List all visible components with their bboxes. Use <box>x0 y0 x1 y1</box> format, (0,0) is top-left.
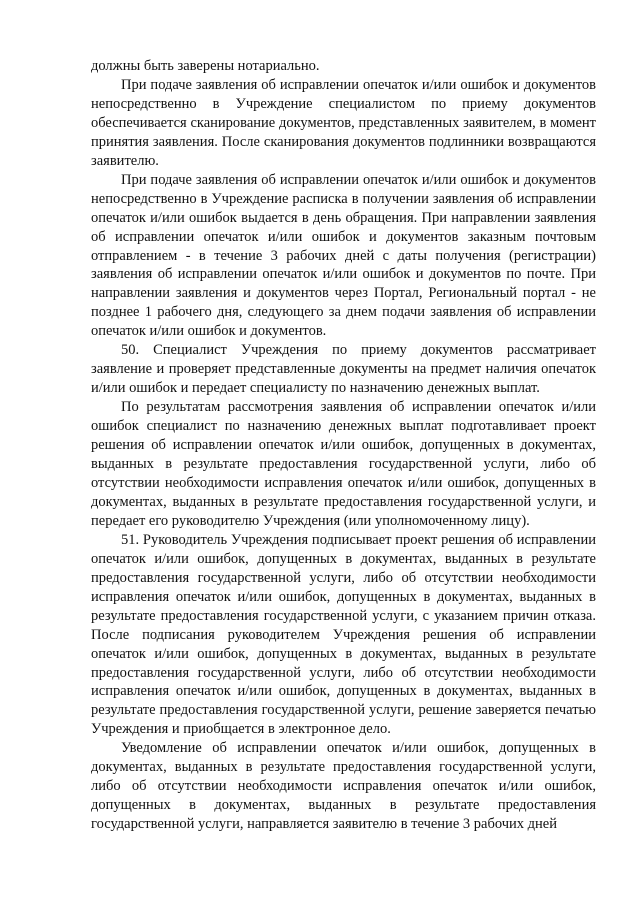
paragraph-receipt: При подаче заявления об исправлении опечаток и/или ошибок и документов непосредственно в Учреждение расписка в получении заявления об исправлении опечаток и/или ошибок выдается в день обращения. При направлении заявления об исправлении опечаток и/или ошибок и документов заказным почтовым отправлением - в течение 3 рабочих дней с даты получения (регистрации) заявления об исправлении опечаток и/или ошибок и документов по почте. При направлении заявления и документов через Портал, Региональный портал - не позднее 1 рабочего дня, следующего за днем подачи заявления об исправлении опечаток и/или ошибок и документов. <box>91 171 596 340</box>
paragraph-notification: Уведомление об исправлении опечаток и/или ошибок, допущенных в документах, выданных в результате предоставления государственной услуги, либо об отсутствии необходимости исправления опечаток и/или ошибок, допущенных в документах, выданных в результате предоставления государственной услуги, направляется заявителю в течение 3 рабочих дней <box>91 740 596 833</box>
document-page <box>91 57 596 834</box>
paragraph-continuation: должны быть заверены нотариально. <box>91 58 320 74</box>
paragraph-item-50: 50. Специалист Учреждения по приему документов рассматривает заявление и проверяет представленные документы на предмет наличия опечаток и/или ошибок и передает специалисту по назначению денежных выплат. <box>91 342 596 397</box>
paragraph-scanning: При подаче заявления об исправлении опечаток и/или ошибок и документов непосредственно в Учреждение специалистом по приему документов обеспечивается сканирование документов, представленных заявителем, в момент принятия заявления. После сканирования документов подлинники возвращаются заявителю. <box>91 76 596 169</box>
paragraph-review-results: По результатам рассмотрения заявления об исправлении опечаток и/или ошибок специалист по назначению денежных выплат подготавливает проект решения об исправлении опечаток и/или ошибок, допущенных в документах, выданных в результате предоставления государственной услуги, либо об отсутствии необходимости исправления опечаток и/или ошибок, допущенных в документах, выданных в результате предоставления государственной услуги, и передает его руководителю Учреждения (или уполномоченному лицу). <box>91 399 596 529</box>
paragraph-item-51: 51. Руководитель Учреждения подписывает проект решения об исправлении опечаток и/или ошибок, допущенных в документах, выданных в результате предоставления государственной услуги, либо об отсутствии необходимости исправления опечаток и/или ошибок, допущенных в документах, выданных в результате предоставления государственной услуги, с указанием причин отказа. После подписания руководителем Учреждения решения об исправлении опечаток и/или ошибок, допущенных в документах, выданных в результате предоставления государственной услуги, либо об отсутствии необходимости исправления опечаток и/или ошибок, допущенных в документах, выданных в результате предоставления государственной услуги, решение заверяется печатью Учреждения и приобщается в электронное дело. <box>91 531 596 738</box>
